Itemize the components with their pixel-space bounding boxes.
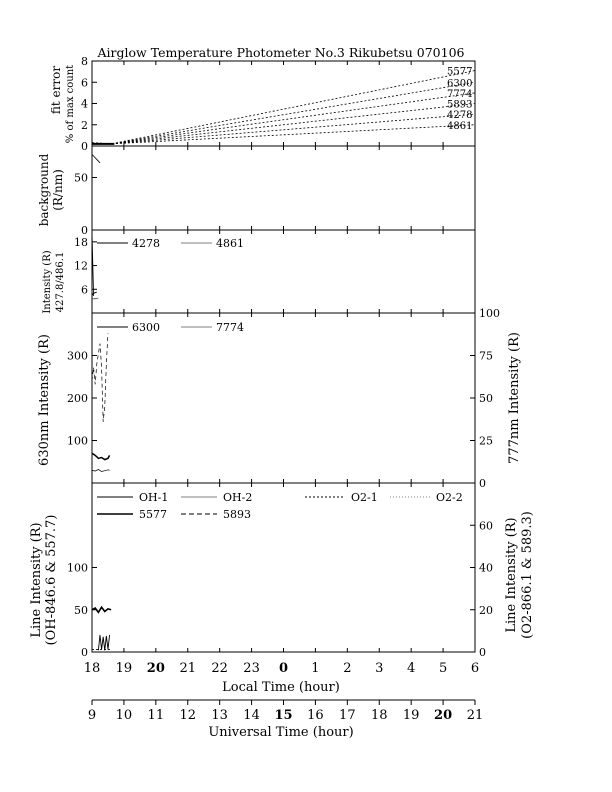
legend-label: 4861 [216,237,244,250]
local-time-axis [222,680,340,695]
local-tick-label: 21 [179,661,197,676]
y-labels [29,65,535,646]
ut-tick-label: 18 [370,708,388,723]
line-intensity-line [98,635,109,650]
bg-ylabel-1: background [37,153,51,227]
y-tick-label: 75 [479,349,493,363]
ut-tick-label: 17 [339,708,356,723]
y-tick-label: 25 [479,434,493,448]
y-tick-label: 0 [81,646,88,659]
fit-error-series-label: 7774 [447,88,473,100]
ut-tick-label: 12 [179,708,197,723]
intensity-630-777-line [92,453,110,459]
y-tick-label: 100 [67,434,88,448]
local-tick-label: 0 [278,661,289,676]
local-tick-label: 4 [407,661,416,676]
y-tick-label: 6 [81,76,88,90]
p5-ylabel-right-2: (O2-866.1 & 589.3) [520,511,535,639]
p3-ylabel-1: Intensity (R) [42,250,53,314]
y-tick-label: 8 [81,55,88,68]
ut-tick-label: 21 [466,708,484,723]
local-tick-label: 22 [211,661,228,676]
local-tick-label: 18 [83,661,101,676]
fit-error-line [92,71,475,144]
fit-error-series-label: 5577 [447,66,473,78]
legend-label: 7774 [216,321,244,334]
intensity-630-777-line [92,333,108,421]
legend-label: 4278 [132,237,160,250]
y-tick-label: 100 [67,561,88,575]
p4-ylabel-left: 630nm Intensity (R) [37,334,52,466]
legend-label: 5577 [139,508,167,521]
y-tick-label: 50 [479,392,493,405]
ut-time-label: Universal Time (hour) [208,725,354,740]
local-tick-label: 1 [311,661,320,676]
local-tick-label: 20 [146,661,165,676]
y-tick-label: 100 [479,307,500,320]
fit-error-series-label: 4861 [447,120,473,132]
p3-ylabel-2: 427.8/486.1 [55,251,66,313]
y-tick-label: 300 [67,349,88,363]
local-tick-label: 19 [115,661,133,676]
y-tick-label: 0 [81,224,88,237]
ut-tick-label: 19 [402,708,420,723]
panel-fit-error-frame [92,61,475,146]
ut-tick-label: 13 [211,708,228,723]
local-tick-label: 3 [375,661,384,676]
y-tick-label: 18 [74,235,88,249]
legend-label: OH-1 [139,491,169,504]
fit-error-series-label: 5893 [447,99,473,111]
fit-error-line [92,82,475,144]
ut-tick-label: 15 [274,708,293,723]
fit-error-series-label: 6300 [447,78,473,90]
local-tick-label: 23 [243,661,260,676]
ut-tick-label: 16 [307,708,324,723]
legend [97,237,463,521]
data-marks [92,67,475,651]
y-tick-label: 60 [479,519,493,533]
background-line [92,154,100,162]
y-tick-label: 0 [479,646,486,659]
y-tick-label: 6 [81,283,88,297]
y-tick-label: 200 [67,392,88,405]
fit-error-line [92,93,475,144]
intensity-630-777-line [92,469,110,471]
fit-error-line [92,104,475,144]
y-tick-label: 40 [479,561,493,575]
ut-tick-label: 20 [434,708,453,723]
legend-label: 6300 [132,321,160,334]
intensity-line [93,298,99,299]
y-tick-label: 20 [479,603,493,617]
y-tick-label: 4 [81,97,88,111]
y-tick-label: 0 [479,477,486,490]
ut-tick-label: 11 [147,708,165,723]
chart-title: Airglow Temperature Photometer No.3 Rikubetsu 070106 [97,45,465,60]
local-tick-label: 5 [438,661,448,676]
panel-630-777-frame [92,313,475,483]
local-time-label: Local Time (hour) [222,680,340,695]
bg-ylabel-2: (R/nm) [51,169,65,211]
legend-label: O2-1 [351,491,378,504]
y-tick-label: 2 [81,118,88,132]
legend-label: O2-2 [436,491,463,504]
ut-tick-label: 10 [115,708,133,723]
p4-ylabel-right: 777nm Intensity (R) [507,332,522,464]
p5-ylabel-right-1: Line Intensity (R) [504,517,519,633]
fit-ylabel-1: fit error [49,65,63,115]
y-tick-label: 0 [81,140,88,153]
intensity-line [92,292,97,295]
y-tick-label: 50 [74,603,88,617]
legend-label: OH-2 [223,491,253,504]
legend-label: 5893 [223,508,251,521]
fit-ylabel-2: % of max count [65,64,76,144]
panel-background-frame [92,146,475,230]
y-tick-label: 50 [74,171,88,185]
ut-tick-label: 9 [87,708,97,723]
ut-tick-label: 14 [243,708,260,723]
p5-ylabel-left-1: Line Intensity (R) [29,522,44,638]
p5-ylabel-left-2: (OH-846.6 & 557.7) [44,514,59,646]
local-tick-label: 2 [343,661,352,676]
axis-ticks [67,55,500,723]
fit-error-series-label: 4278 [447,110,473,122]
local-tick-label: 6 [470,661,480,676]
y-tick-label: 12 [74,259,88,273]
